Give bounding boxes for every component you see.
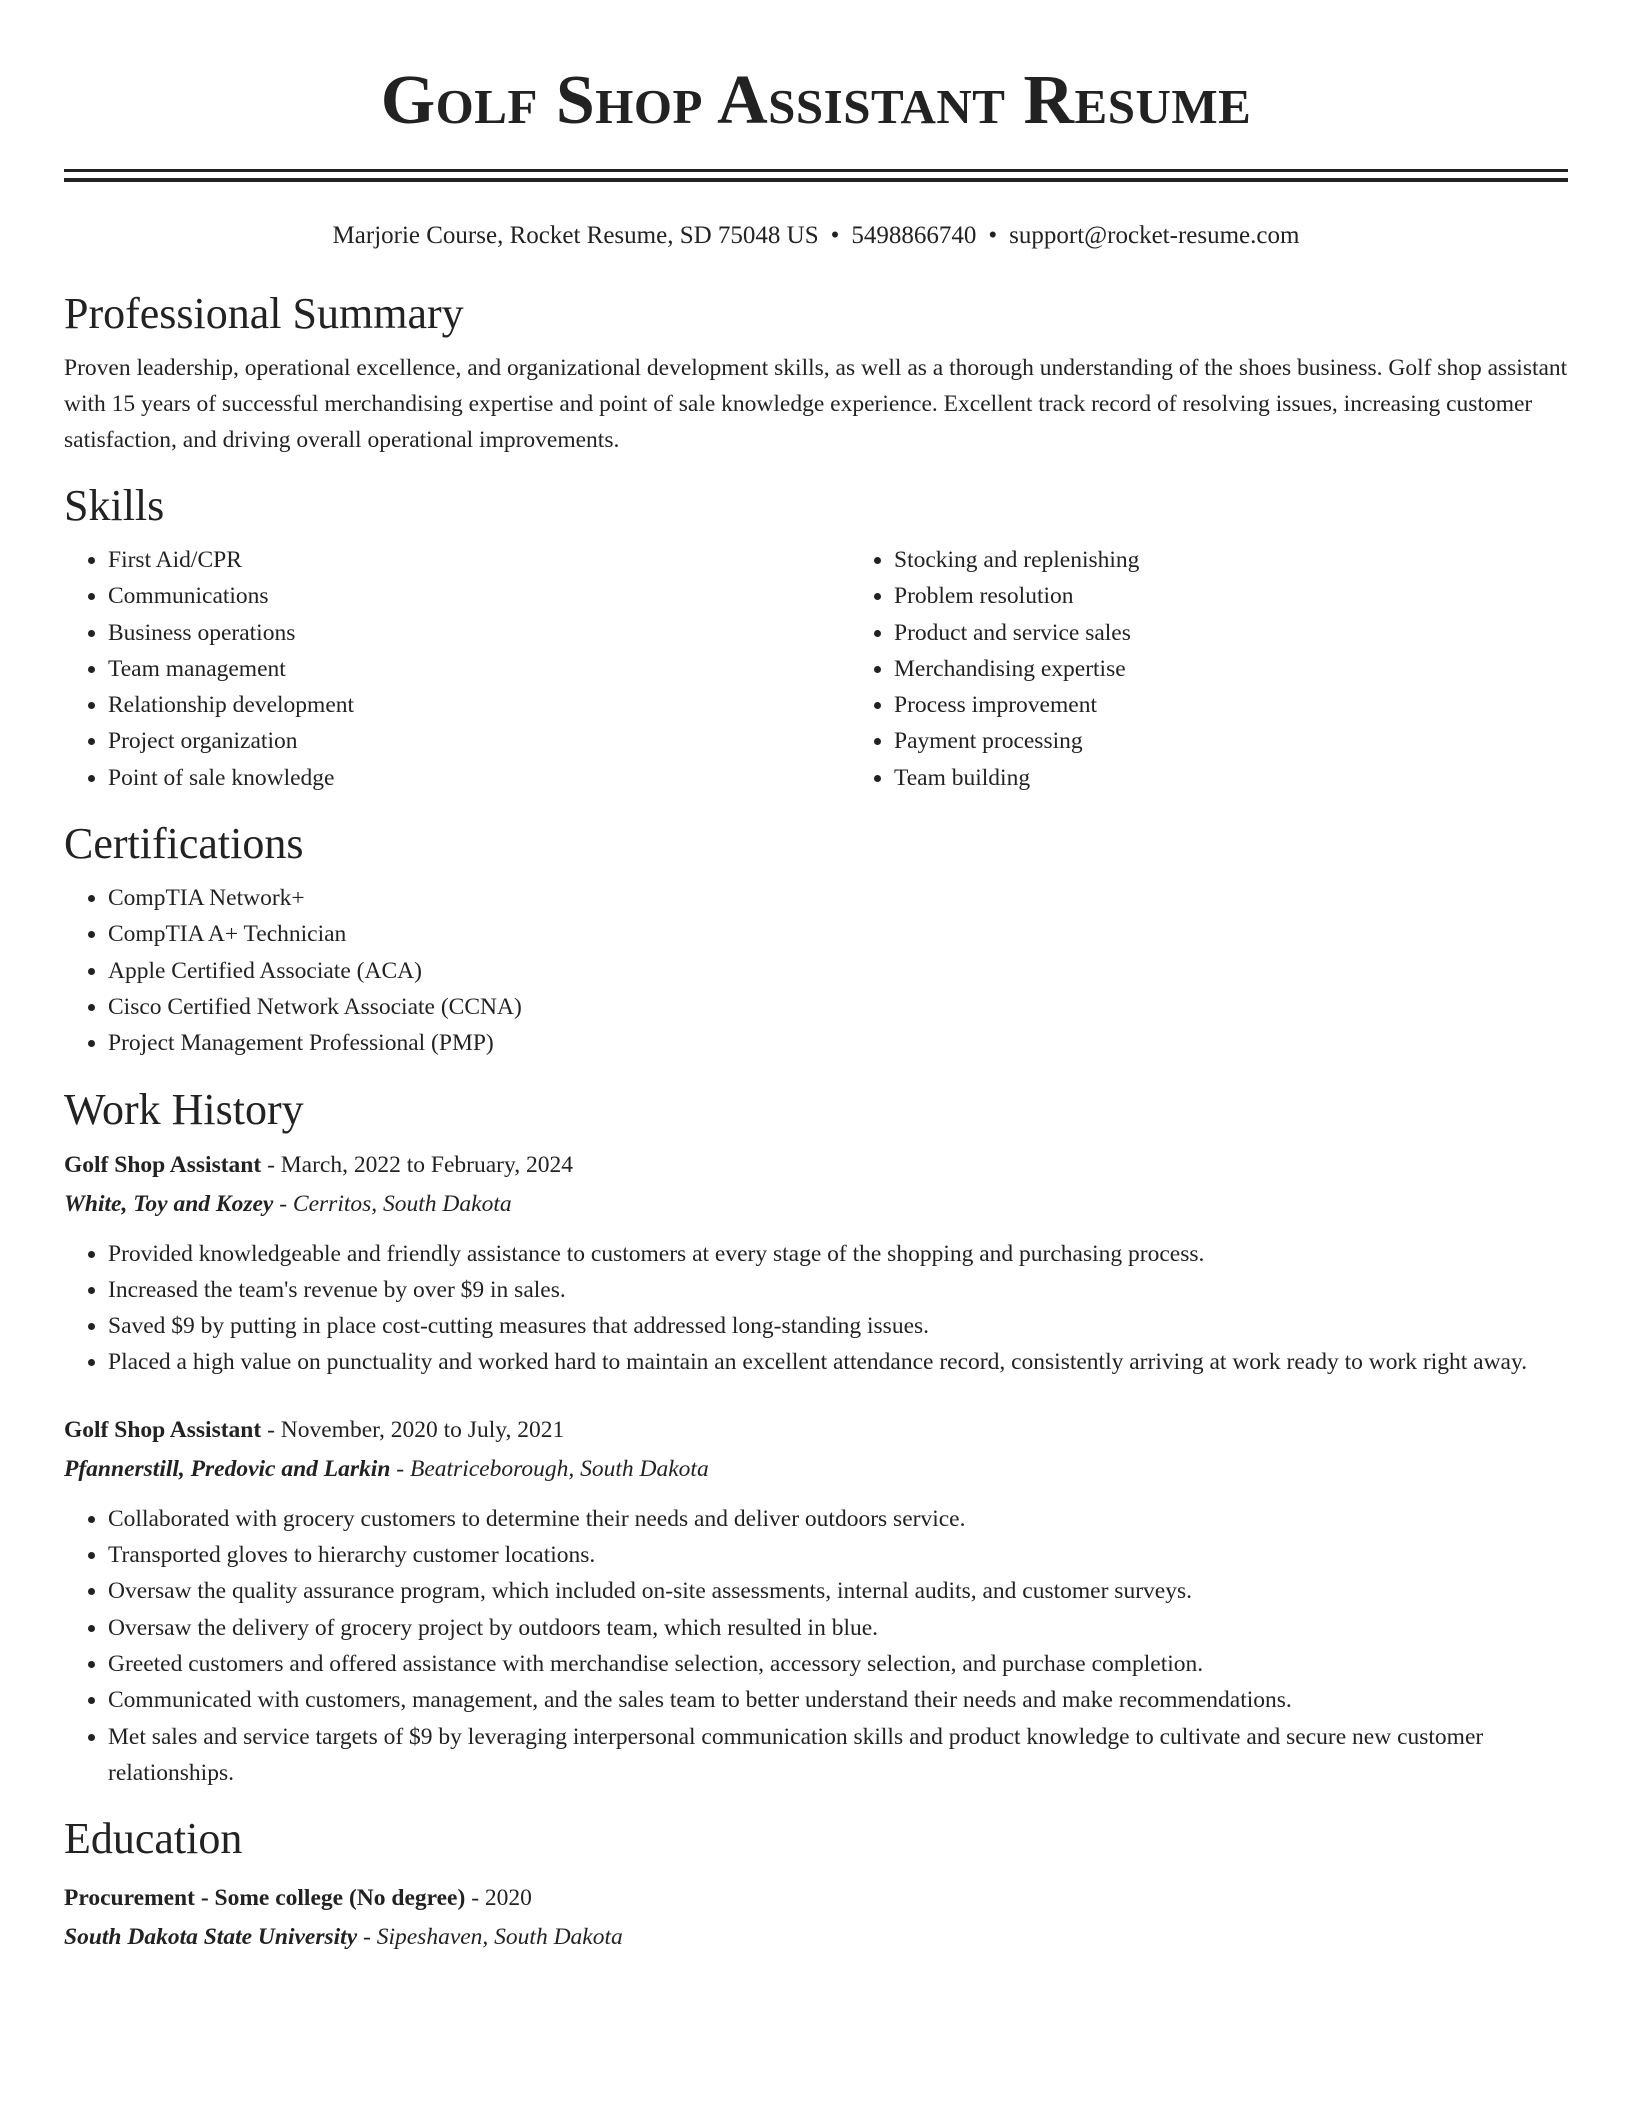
contact-email: support@rocket-resume.com: [1009, 222, 1300, 249]
job-title: Golf Shop Assistant: [64, 1416, 262, 1443]
job-duty: • Oversaw the delivery of grocery project by outdoors team, which resulted in blue.: [108, 1610, 1568, 1646]
title-rule-bottom: [64, 178, 1568, 182]
skill-item: • Problem resolution: [894, 578, 1139, 614]
skills-heading: Skills: [64, 481, 165, 530]
education-degree: Procurement - Some college (No degree): [64, 1885, 466, 1912]
job-entry: [64, 1146, 1568, 1381]
skills-column-left: [64, 542, 850, 796]
certification-item: • CompTIA A+ Technician: [108, 916, 1568, 952]
job-location: - Cerritos, South Dakota: [273, 1190, 512, 1217]
summary-heading: Professional Summary: [64, 289, 464, 338]
job-duty: • Communicated with customers, management, and the sales team to better understand their needs and make recommendations.: [108, 1682, 1568, 1718]
skill-item: • Point of sale knowledge: [108, 760, 850, 796]
job-duty: • Placed a high value on punctuality and worked hard to maintain an excellent attendance record, consistently arriving at work ready to work right away.: [108, 1344, 1568, 1380]
job-duty: • Collaborated with grocery customers to determine their needs and deliver outdoors service.: [108, 1501, 1568, 1537]
skill-item: • Team building: [894, 760, 1139, 796]
education-school: South Dakota State University: [64, 1924, 358, 1951]
job-location: - Beatriceborough, South Dakota: [390, 1455, 709, 1482]
education-location: - Sipeshaven, South Dakota: [357, 1924, 623, 1951]
job-employer-line: [64, 1449, 1568, 1489]
skill-item: • Merchandising expertise: [894, 651, 1139, 687]
education-degree-line: [64, 1879, 1568, 1917]
job-employer: White, Toy and Kozey: [64, 1190, 274, 1217]
job-duties-list: [64, 1236, 1568, 1381]
job-employer-line: [64, 1184, 1568, 1224]
summary-text: Proven leadership, operational excellence, and organizational development skills, as well as a thorough understanding of the shoes business. Golf shop assistant with 15 years of successful merchandising expertise and point of sale knowledge experience. Excellent track record of resolving issues, increasing customer satisfaction, and driving overall operational improvements.: [64, 355, 1568, 453]
skill-item: • Product and service sales: [894, 615, 1139, 651]
job-duty: • Increased the team's revenue by over $9 in sales.: [108, 1272, 1568, 1308]
contact-line: [64, 220, 1568, 252]
certifications-heading: Certifications: [64, 819, 304, 869]
skills-column-right: [850, 542, 1139, 796]
skills-list: [64, 542, 1568, 796]
job-dates: - November, 2020 to July, 2021: [261, 1416, 565, 1443]
contact-phone: 5498866740: [851, 222, 977, 249]
skill-item: • Relationship development: [108, 687, 850, 723]
skill-item: • Team management: [108, 651, 850, 687]
certification-item: • CompTIA Network+: [108, 880, 1568, 916]
education-year: - 2020: [465, 1885, 532, 1912]
education-heading: Education: [64, 1814, 243, 1864]
skill-item: • Stocking and replenishing: [894, 542, 1139, 578]
work-history-heading: Work History: [64, 1084, 304, 1134]
job-title-line: [64, 1146, 1568, 1184]
contact-separator: •: [830, 222, 840, 249]
job-duty: • Transported gloves to hierarchy customer locations.: [108, 1537, 1568, 1573]
job-duty: • Oversaw the quality assurance program, which included on-site assessments, internal audits, and customer surveys.: [108, 1573, 1568, 1609]
job-employer: Pfannerstill, Predovic and Larkin: [64, 1455, 391, 1482]
job-title-line: [64, 1411, 1568, 1449]
title-rule-top: [64, 169, 1568, 172]
job-duties-list: [64, 1501, 1568, 1791]
certifications-list: [64, 880, 1568, 1061]
contact-address: Marjorie Course, Rocket Resume, SD 75048 US: [332, 222, 819, 249]
education-school-line: [64, 1917, 1568, 1957]
job-duty: • Met sales and service targets of $9 by leveraging interpersonal communication skills and product knowledge to cultivate and secure new customer relationships.: [108, 1719, 1568, 1792]
job-entry: [64, 1411, 1568, 1791]
skill-item: • Payment processing: [894, 723, 1139, 759]
skill-item: • Project organization: [108, 723, 850, 759]
contact-separator: •: [988, 222, 998, 249]
job-duty: • Provided knowledgeable and friendly assistance to customers at every stage of the shopping and purchasing process.: [108, 1236, 1568, 1272]
job-duty: • Greeted customers and offered assistance with merchandise selection, accessory selection, and purchase completion.: [108, 1646, 1568, 1682]
job-dates: - March, 2022 to February, 2024: [261, 1151, 573, 1178]
resume-title: Golf Shop Assistant Resume: [380, 62, 1252, 139]
education-entry: [64, 1879, 1568, 1957]
skill-item: • Business operations: [108, 615, 850, 651]
skill-item: • Communications: [108, 578, 850, 614]
skill-item: • First Aid/CPR: [108, 542, 850, 578]
job-title: Golf Shop Assistant: [64, 1151, 262, 1178]
certification-item: • Cisco Certified Network Associate (CCNA): [108, 989, 1568, 1025]
job-duty: • Saved $9 by putting in place cost-cutting measures that addressed long-standing issues.: [108, 1308, 1568, 1344]
certification-item: • Apple Certified Associate (ACA): [108, 953, 1568, 989]
certification-item: • Project Management Professional (PMP): [108, 1025, 1568, 1061]
skill-item: • Process improvement: [894, 687, 1139, 723]
